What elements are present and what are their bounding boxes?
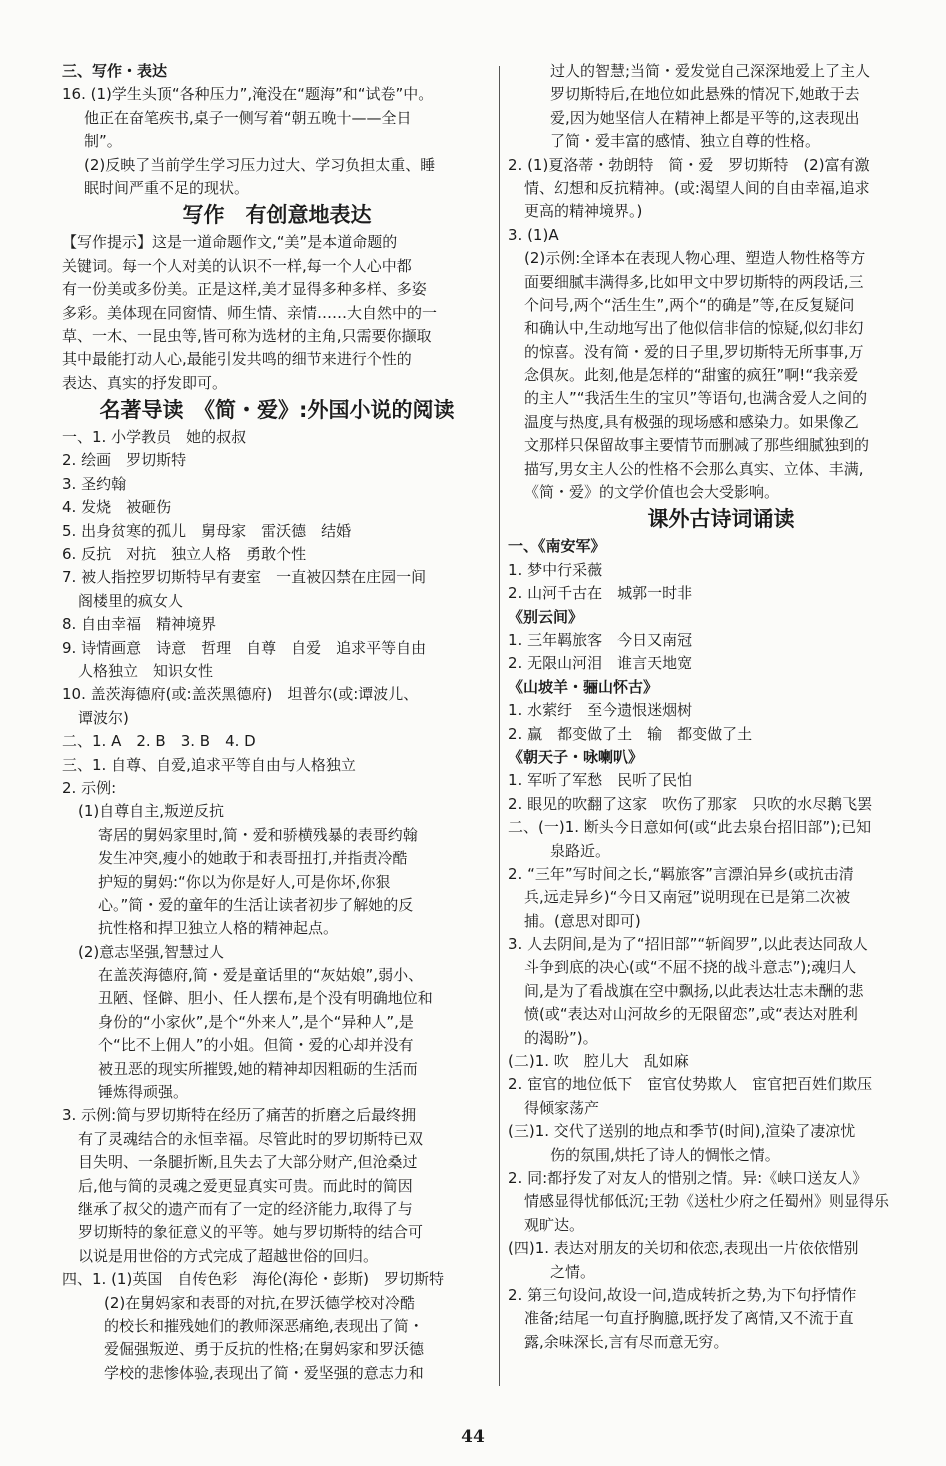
answer-line: 16. (1)学生头顶“各种压力”,淹没在“题海”和“试卷”中。: [62, 85, 434, 104]
writing-tip-line: 表达、真实的抒发即可。: [62, 373, 228, 392]
answer-line: 抗性格和捍卫独立人格的精神起点。: [98, 919, 339, 938]
answer-line: 2. 示例:: [62, 778, 117, 797]
answer-line: 3. 人去阴间,是为了“招旧部”“斩阎罗”,以此表达同敌人: [508, 935, 868, 954]
answer-line: 身份的“小家伙”,是个“外来人”,是个“异种人”,是: [98, 1012, 414, 1031]
answer-line: 愤(或“表达对山河故乡的无限留恋”,或“表达对胜利: [524, 1005, 858, 1024]
section-heading: 三、写作・表达: [62, 62, 168, 80]
poem-heading: 《山坡羊・骊山怀古》: [508, 677, 659, 696]
writing-tip-line: 其中最能打动人心,最能引发共鸣的细节来进行个性的: [62, 350, 412, 369]
answer-line: 情、幻想和反抗精神。(或:渴望人间的自由幸福,追求: [524, 178, 870, 197]
answer-line: 有了灵魂结合的永恒幸福。尽管此时的罗切斯特已双: [78, 1129, 424, 1148]
answer-line: 8. 自由幸福 精神境界: [62, 615, 217, 634]
answer-line: 在盖茨海德府,简・爱是童话里的“灰姑娘”,弱小、: [98, 966, 424, 985]
answer-line: 二、(一)1. 断头今日意如何(或“此去泉台招旧部”);已知: [508, 818, 872, 837]
answer-line: 被丑恶的现实所摧毁,她的精神却因粗砺的生活而: [98, 1059, 418, 1078]
answer-line: 5. 出身贫寒的孤儿 舅母家 雷沃德 结婚: [62, 521, 352, 540]
answer-line: (2)意志坚强,智慧过人: [78, 942, 225, 961]
answer-line: 后,他与简的灵魂之爱更显真实可贵。而此时的简因: [78, 1176, 413, 1195]
answer-line: 2. 绘画 罗切斯特: [62, 451, 187, 470]
answer-line: 描写,男女主人公的性格不会那么真实、立体、丰满,: [524, 459, 864, 478]
answer-line: 9. 诗情画意 诗意 哲理 自尊 自爱 追求平等自由: [62, 638, 427, 657]
answer-line: 继承了叔父的遗产而有了一定的经济能力,取得了与: [78, 1199, 413, 1218]
answer-line: 2. 同:都抒发了对友人的惜别之情。异:《峡口送友人》: [508, 1168, 868, 1187]
poem-heading: 《朝天子・咏喇叭》: [508, 747, 644, 766]
answer-line: 3. 示例:简与罗切斯特在经历了痛苦的折磨之后最终拥: [62, 1106, 417, 1125]
answer-line: 谭波尔): [78, 708, 129, 727]
answer-line: 人格独立 知识女性: [78, 661, 214, 680]
page-number: 44: [461, 1427, 485, 1447]
answer-line: 爱倔强叛逆、勇于反抗的性格;在舅妈家和罗沃德: [104, 1340, 425, 1359]
poem-heading: 一、《南安军》: [508, 537, 606, 556]
answer-line: 2. 赢 都变做了土 输 都变做了土: [508, 724, 753, 743]
answer-line: 爱,因为她坚信人在精神上都是平等的,这表现出: [550, 108, 860, 127]
section-title: 名著导读 《简・爱》:外国小说的阅读: [99, 398, 455, 423]
writing-tip-line: 草、一木、一昆虫等,皆可称为选材的主角,只需要你撷取: [62, 326, 432, 345]
answer-line: 露,余味深长,言有尽而意无穷。: [524, 1332, 729, 1351]
answer-line: 阁楼里的疯女人: [78, 591, 184, 610]
answer-line: 的主人”“我活生生的宝贝”等语句,也满含爱人之间的: [524, 389, 868, 408]
right-column: [508, 60, 934, 1354]
answer-line: 过人的智慧;当简・爱发觉自己深深地爱上了主人: [550, 62, 871, 80]
answer-line: 《简・爱》的文学价值也会大受影响。: [524, 483, 780, 502]
answer-line: 三、1. 自尊、自爱,追求平等自由与人格独立: [62, 755, 356, 774]
answer-line: 1. 水萦纡 至今遗恨迷烟树: [508, 701, 693, 720]
answer-line: 个“比不上佣人”的小姐。但简・爱的心却并没有: [98, 1036, 414, 1055]
answer-line: (四)1. 表达对朋友的关切和依恋,表现出一片依依惜别: [508, 1239, 859, 1258]
answer-line: 和确认中,生动地写出了他似信非信的惊疑,似幻非幻: [524, 319, 864, 338]
answer-line: 制”。: [84, 132, 122, 151]
answer-line: 6. 反抗 对抗 独立人格 勇敢个性: [62, 545, 307, 564]
answer-line: 观旷达。: [524, 1215, 585, 1234]
answer-line: 斗争到底的决心(或“不屈不挠的战斗意志”);魂归人: [524, 958, 857, 977]
answer-line: 1. 梦中行采薇: [508, 560, 603, 579]
answer-line: (2)在舅妈家和表哥的对抗,在罗沃德学校对冷酷: [104, 1293, 416, 1312]
answer-line: 得倾家荡产: [524, 1098, 600, 1117]
answer-line: 2. 无限山河泪 谁言天地宽: [508, 654, 693, 673]
answer-line: 寄居的舅妈家里时,简・爱和骄横残暴的表哥约翰: [98, 825, 418, 844]
answer-line: 兵,远走异乡)“今日又南冠”说明现在已是第二次被: [524, 888, 851, 907]
answer-line: 罗切斯特后,在地位如此悬殊的情况下,她敢于去: [550, 85, 860, 104]
answer-line: 捕。(意思对即可): [524, 911, 641, 930]
writing-tip-line: 多彩。美体现在同窗情、师生情、亲情……大自然中的一: [62, 303, 438, 322]
answer-line: 温度与热度,具有极强的现场感和感染力。如果像乙: [524, 412, 859, 431]
answer-line: 四、1. (1)英国 自传色彩 海伦(海伦・彭斯) 罗切斯特: [62, 1270, 445, 1289]
answer-line: 的惊喜。没有简・爱的日子里,罗切斯特无所事事,万: [524, 342, 864, 361]
answer-line: 个问号,两个“活生生”,两个“的确是”等,在反复疑问: [524, 295, 855, 314]
answer-line: 发生冲突,瘦小的她敢于和表哥扭打,并指责冷酷: [98, 849, 408, 868]
answer-line: 面要细腻丰满得多,比如甲文中罗切斯特的两段话,三: [524, 272, 864, 291]
answer-line: 二、1. A 2. B 3. B 4. D: [62, 732, 256, 751]
answer-line: (2)反映了当前学生学习压力过大、学习负担太重、睡: [84, 155, 436, 174]
left-column: [62, 60, 492, 1385]
answer-line: 目失明、一条腿折断,且失去了大部分财产,但沧桑过: [78, 1153, 418, 1172]
answer-line: 念俱灰。此刻,他是怎样的“甜蜜的疯狂”啊!“我亲爱: [524, 366, 859, 385]
answer-line: (2)示例:全译本在表现人物心理、塑造人物性格等方: [524, 249, 866, 268]
answer-line: 4. 发烧 被砸伤: [62, 498, 172, 517]
answer-line: 1. 军听了军愁 民听了民怕: [508, 771, 693, 790]
answer-line: 锤炼得顽强。: [98, 1083, 189, 1102]
section-title: 课外古诗词诵读: [647, 507, 795, 532]
answer-line: 泉路近。: [550, 841, 611, 860]
answer-line: 2. 宦官的地位低下 宦官仗势欺人 宦官把百姓们欺压: [508, 1075, 873, 1094]
answer-line: 2. “三年”写时间之长,“羁旅客”言漂泊异乡(或抗击清: [508, 864, 854, 883]
answer-line: (三)1. 交代了送别的地点和季节(时间),渲染了凄凉忧: [508, 1122, 856, 1141]
answer-line: 3. (1)A: [508, 225, 559, 244]
answer-line: 学校的悲惨体验,表现出了简・爱坚强的意志力和: [104, 1363, 424, 1382]
section-title: 写作 有创意地表达: [182, 203, 372, 228]
answer-line: 罗切斯特的象征意义的平等。她与罗切斯特的结合可: [78, 1223, 424, 1242]
answer-line: (1)自尊自主,叛逆反抗: [78, 802, 225, 821]
answer-line: 3. 圣约翰: [62, 474, 127, 493]
answer-line: 文那样只保留故事主要情节而删减了那些细腻独到的: [524, 436, 870, 455]
answer-line: 一、1. 小学教员 她的叔叔: [62, 428, 247, 447]
writing-tip-line: 关键词。每一个人对美的认识不一样,每一个人心中都: [62, 256, 412, 275]
answer-line: 10. 盖茨海德府(或:盖茨黑德府) 坦普尔(或:谭波儿、: [62, 685, 419, 704]
answer-line: (二)1. 吹 腔儿大 乱如麻: [508, 1052, 689, 1071]
poem-heading: 《别云间》: [508, 607, 584, 626]
answer-line: 他正在奋笔疾书,桌子一侧写着“朝五晚十——全日: [84, 108, 412, 127]
answer-line: 伤的氛围,烘托了诗人的惆怅之情。: [550, 1145, 780, 1164]
answer-line: 2. 眼见的吹翻了这家 吹伤了那家 只吹的水尽鹅飞罢: [508, 794, 873, 813]
answer-line: 护短的舅妈:“你以为你是好人,可是你坏,你狠: [98, 872, 391, 891]
answer-line: 眠时间严重不足的现状。: [84, 178, 250, 197]
answer-line: 心。”简・爱的童年的生活让读者初步了解她的反: [98, 895, 414, 914]
answer-line: 2. 山河千古在 城郭一时非: [508, 584, 693, 603]
writing-tip-line: 有一份美或多份美。正是这样,美才显得多种多样、多姿: [62, 280, 427, 299]
answer-line: 了简・爱丰富的感情、独立自尊的性格。: [550, 132, 821, 151]
answer-line: 情感显得忧郁低沉;王勃《送杜少府之任蜀州》则显得乐: [524, 1192, 890, 1211]
answer-line: 准备;结尾一句直抒胸臆,既抒发了离情,又不流于直: [524, 1309, 854, 1328]
answer-line: 丑陋、怪僻、胆小、任人摆布,是个没有明确地位和: [98, 989, 433, 1008]
answer-line: 2. (1)夏洛蒂・勃朗特 简・爱 罗切斯特 (2)富有激: [508, 155, 870, 174]
answer-line: 的渴盼”)。: [524, 1028, 598, 1047]
answer-line: 2. 第三句设问,故设一问,造成转折之势,为下句抒情作: [508, 1285, 857, 1304]
answer-line: 间,是为了看战旗在空中飘扬,以此表达壮志未酬的悲: [524, 981, 864, 1000]
answer-line: 以说是用世俗的方式完成了超越世俗的回归。: [78, 1246, 379, 1265]
answer-line: 更高的精神境界。): [524, 202, 643, 221]
answer-line: 的校长和摧残她们的教师深恶痛绝,表现出了简・: [104, 1316, 424, 1335]
writing-tip-line: 【写作提示】这是一道命题作文,“美”是本道命题的: [62, 233, 398, 252]
answer-line: 1. 三年羁旅客 今日又南冠: [508, 630, 693, 649]
answer-line: 7. 被人指控罗切斯特早有妻室 一直被囚禁在庄园一间: [62, 568, 427, 587]
column-divider: [499, 66, 500, 1386]
answer-line: 之情。: [550, 1262, 596, 1281]
